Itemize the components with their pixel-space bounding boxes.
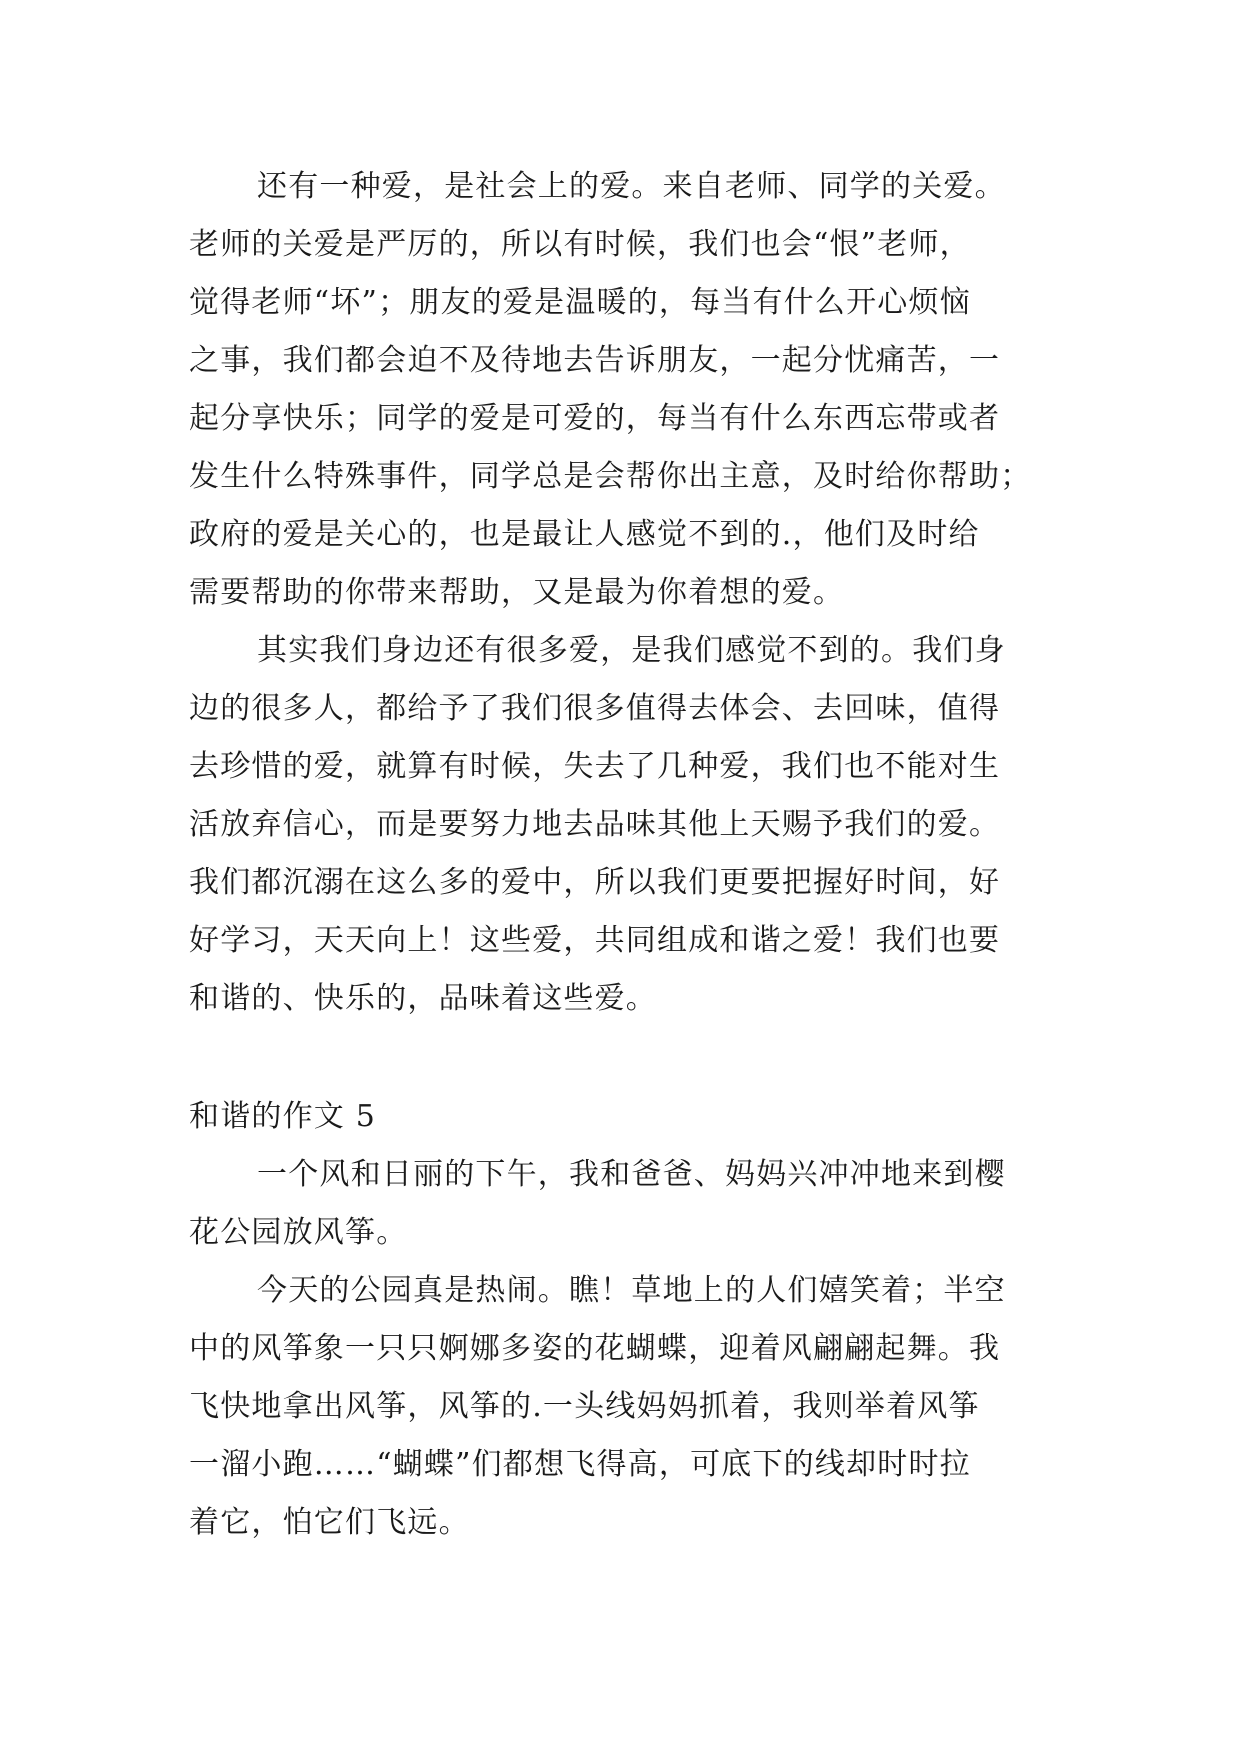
paragraph-line: 中的风筝象一只只婀娜多姿的花蝴蝶，迎着风翩翩起舞。我 xyxy=(189,1331,1001,1366)
paragraph-line: 花公园放风筝。 xyxy=(189,1215,408,1250)
section-heading: 和谐的作文 5 xyxy=(189,1099,377,1134)
paragraph-line: 飞快地拿出风筝，风筝的.一头线妈妈抓着，我则举着风筝 xyxy=(189,1389,980,1424)
paragraph-line: 需要帮助的你带来帮助，又是最为你着想的爱。 xyxy=(189,575,845,610)
paragraph-line: 活放弃信心，而是要努力地去品味其他上天赐予我们的爱。 xyxy=(189,807,1001,842)
paragraph-line: 去珍惜的爱，就算有时候，失去了几种爱，我们也不能对生 xyxy=(189,749,1001,784)
paragraph-line: 政府的爱是关心的，也是最让人感觉不到的.，他们及时给 xyxy=(189,517,980,552)
paragraph-line: 之事，我们都会迫不及待地去告诉朋友，一起分忧痛苦，一 xyxy=(189,343,1001,378)
paragraph-line: 好学习，天天向上！这些爱，共同组成和谐之爱！我们也要 xyxy=(189,923,1001,958)
paragraph xyxy=(189,622,1069,1028)
paragraph-line: 还有一种爱，是社会上的爱。来自老师、同学的关爱。 xyxy=(257,169,1006,204)
paragraph-line: 觉得老师“坏”；朋友的爱是温暖的，每当有什么开心烦恼 xyxy=(189,285,971,320)
paragraph-line: 和谐的、快乐的，品味着这些爱。 xyxy=(189,981,657,1016)
paragraph xyxy=(189,1262,1069,1552)
paragraph-line: 我们都沉溺在这么多的爱中，所以我们更要把握好时间，好 xyxy=(189,865,1001,900)
section-gap xyxy=(189,1028,1069,1088)
paragraph-line: 今天的公园真是热闹。瞧！草地上的人们嬉笑着；半空 xyxy=(257,1273,1006,1308)
paragraph xyxy=(189,158,1069,622)
paragraph-line: 边的很多人，都给予了我们很多值得去体会、去回味，值得 xyxy=(189,691,1001,726)
paragraph-line: 一个风和日丽的下午，我和爸爸、妈妈兴冲冲地来到樱 xyxy=(257,1157,1006,1192)
document-body xyxy=(189,158,1069,1552)
paragraph-line: 发生什么特殊事件，同学总是会帮你出主意，及时给你帮助； xyxy=(189,459,1032,494)
paragraph-line: 起分享快乐；同学的爱是可爱的，每当有什么东西忘带或者 xyxy=(189,401,1001,436)
paragraph-line: 一溜小跑……“蝴蝶”们都想飞得高，可底下的线却时时拉 xyxy=(189,1447,971,1482)
paragraph-line: 着它，怕它们飞远。 xyxy=(189,1505,470,1540)
paragraph-line: 老师的关爱是严厉的，所以有时候，我们也会“恨”老师， xyxy=(189,227,971,262)
paragraph xyxy=(189,1146,1069,1262)
paragraph-line: 其实我们身边还有很多爱，是我们感觉不到的。我们身 xyxy=(257,633,1006,668)
